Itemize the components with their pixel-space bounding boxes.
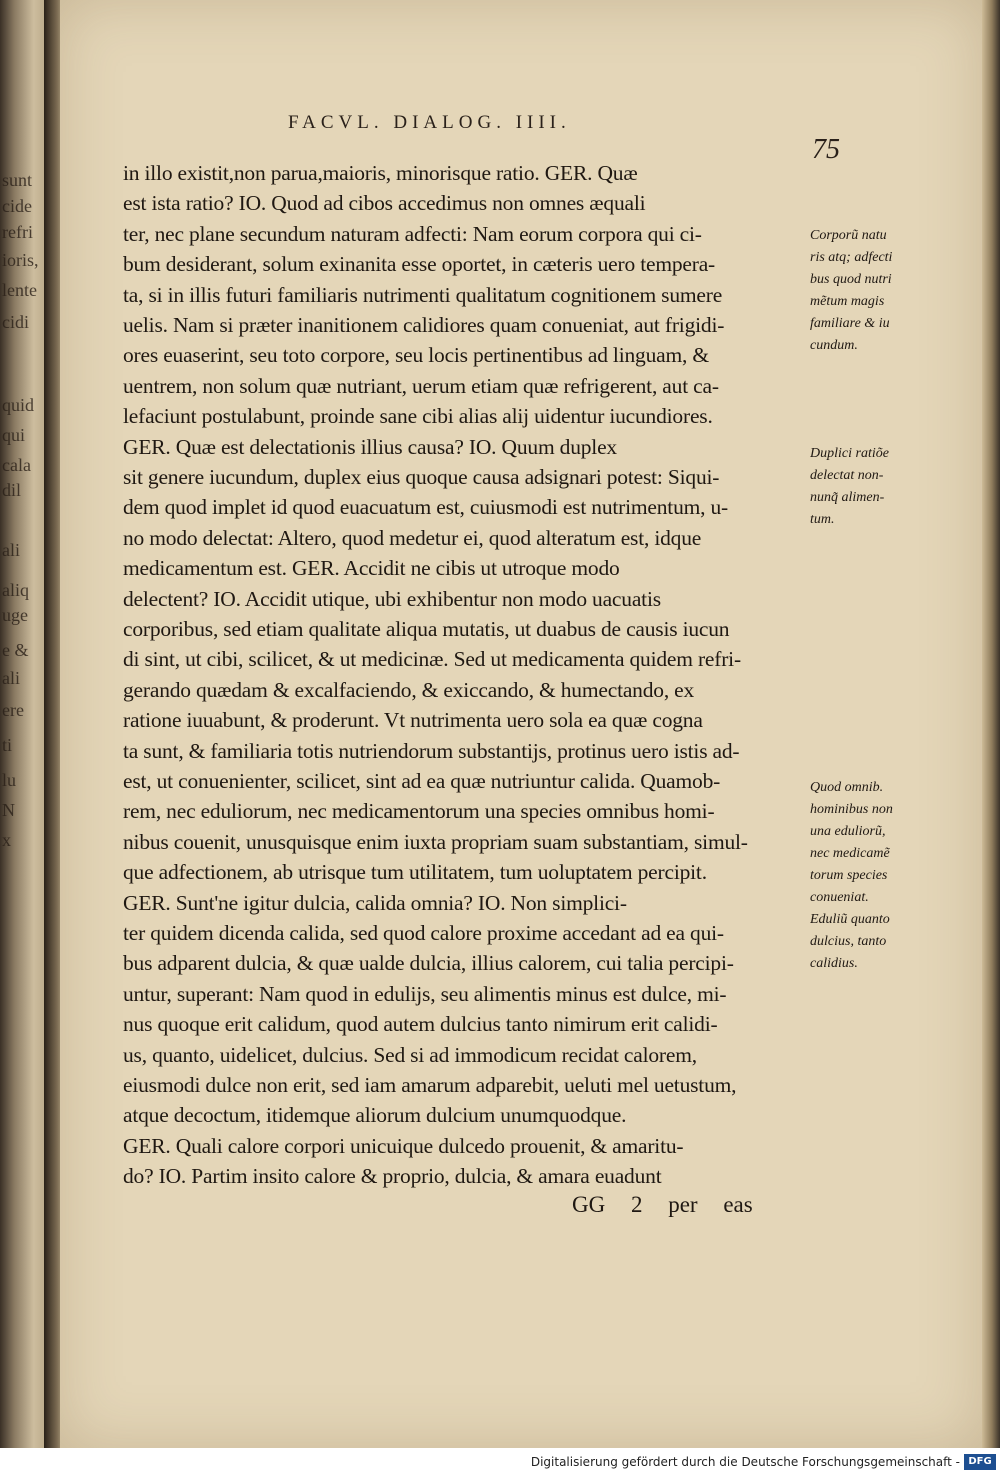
text-line: untur, superant: Nam quod in edulijs, seu alimentis minus est dulce, mi- — [123, 981, 727, 1006]
margin-note-line: torum species — [810, 868, 888, 883]
text-line: corporibus, sed etiam qualitate aliqua mutatis, ut duabus de causis iucun — [123, 617, 730, 641]
footer-bar — [0, 1448, 1000, 1478]
text-line: rem, nec eduliorum, nec medicamentorum una species omnibus homi- — [123, 799, 715, 824]
left-page-fragment: ali — [2, 668, 20, 688]
catchword-signature: GG 2 per eas — [572, 1192, 753, 1217]
left-page-fragment: N — [2, 800, 15, 820]
text-line: bus adparent dulcia, & quæ ualde dulcia, illius calorem, cui talia percipi- — [123, 951, 734, 976]
margin-note-line: mẽtum magis — [810, 294, 885, 309]
text-line: GER. Sunt'ne igitur dulcia, calida omnia? IO. Non simplici- — [123, 890, 627, 915]
margin-note-line: bus quod nutri — [810, 272, 892, 287]
footer-credit: Digitalisierung gefördert durch die Deutsche Forschungsgemeinschaft - — [530, 1455, 960, 1469]
margin-note-line: familiare & iu — [810, 316, 890, 331]
text-line: ores euaserint, seu toto corpore, seu locis pertinentibus ad linguam, & — [123, 343, 709, 368]
text-line: est ista ratio? IO. Quod ad cibos accedimus non omnes æquali — [123, 191, 646, 216]
text-line: no modo delectat: Altero, quod medetur ei, quod alteratum est, idque — [123, 525, 702, 550]
margin-note-line: calidius. — [810, 956, 858, 971]
margin-note-line: Corporũ natu — [810, 228, 887, 243]
left-page-fragment: e & — [2, 640, 29, 660]
margin-note-line: Duplici ratiõe — [810, 446, 889, 461]
left-page-fragment: ioris, — [2, 250, 39, 270]
left-page-fragment: sunt — [2, 170, 33, 190]
left-page-fragment: lente — [2, 280, 37, 300]
text-line: ratione iuuabunt, & proderunt. Vt nutrimenta uero sola ea quæ cogna — [123, 708, 703, 733]
text-line: lefaciunt postulabunt, proinde sane cibi alias alij uidentur iucundiores. — [123, 404, 713, 429]
margin-note-line: conueniat. — [810, 890, 869, 905]
margin-note-line: dulcius, tanto — [810, 934, 887, 949]
left-page-fragment: ali — [2, 540, 20, 560]
text-line: bum desiderant, solum exinanita esse oportet, in cæteris uero tempera- — [123, 252, 715, 277]
text-line: GER. Quæ est delectationis illius causa? IO. Quum duplex — [123, 434, 617, 459]
text-line: nibus couenit, unusquisque enim iuxta propriam suam substantiam, simul- — [123, 829, 748, 854]
book-page — [60, 0, 982, 1448]
text-line: in illo existit,non parua,maioris, minorisque ratio. GER. Quæ — [123, 161, 638, 185]
folio-number: 75 — [812, 134, 840, 165]
text-line: uentrem, non solum quæ nutriant, uerum etiam quæ refrigerent, aut ca- — [123, 373, 719, 398]
text-line: do? IO. Partim insito calore & proprio, dulcia, & amara euadunt — [123, 1164, 662, 1189]
left-page-fragment: ti — [2, 735, 13, 755]
left-page-fragment: cide — [2, 196, 32, 216]
text-line: us, quanto, uidelicet, dulcius. Sed si ad immodicum recidat calorem, — [123, 1042, 697, 1067]
margin-note-line: una eduliorũ, — [810, 824, 886, 839]
left-page-fragment: cala — [2, 455, 31, 475]
text-line: di sint, ut cibi, scilicet, & ut medicinæ. Sed ut medicamenta quidem refri- — [123, 647, 741, 672]
text-line: medicamentum est. GER. Accidit ne cibis ut utroque modo — [123, 556, 620, 581]
text-line: delectent? IO. Accidit utique, ubi exhibentur non modo uacuatis — [123, 586, 661, 611]
left-page-fragment: dil — [2, 480, 22, 500]
margin-note-line: tum. — [810, 512, 835, 527]
left-page-fragment: refri — [2, 222, 33, 242]
text-line: est, ut conuenienter, scilicet, sint ad ea quæ nutriuntur calida. Quamob- — [123, 769, 721, 793]
text-line: que adfectionem, ab utrisque tum utilitatem, tum uoluptatem percipit. — [123, 860, 707, 885]
margin-note-line: cundum. — [810, 338, 858, 353]
margin-note-line: ris atq; adfecti — [810, 250, 893, 265]
text-line: ta sunt, & familiaria totis nutriendorum substantijs, protinus uero istis ad- — [123, 738, 740, 763]
left-page-fragment: quid — [2, 395, 35, 415]
left-page-fragment: qui — [2, 425, 26, 445]
left-page-fragment: uge — [2, 605, 28, 625]
text-line: ter quidem dicenda calida, sed quod calore proxime accedant ad ea qui- — [123, 921, 724, 945]
text-line: ta, si in illis futuri familiaris nutrimenti qualitatum cognitionem sumere — [123, 282, 723, 307]
text-line: nus quoque erit calidum, quod autem dulcius tanto nimirum erit calidi- — [123, 1012, 718, 1037]
text-line: ter, nec plane secundum naturam adfecti: Nam eorum corpora qui ci- — [123, 221, 702, 246]
text-line: sit genere iucundum, duplex eius quoque causa adsignari potest: Siqui- — [123, 465, 720, 489]
text-line: gerando quædam & excalfaciendo, & exiccando, & humectando, ex — [123, 677, 695, 702]
text-line: atque decoctum, itidemque aliorum dulcium unumquodque. — [123, 1103, 627, 1128]
left-page-fragment: aliq — [2, 580, 29, 600]
dfg-logo: DFG — [964, 1454, 996, 1470]
margin-note-line: nec medicamẽ — [810, 846, 890, 861]
margin-note-line: hominibus non — [810, 802, 893, 817]
left-page-fragment: cidi — [2, 312, 29, 332]
margin-note-line: nunq̃ alimen- — [810, 490, 885, 505]
running-head: FACVL. DIALOG. IIII. — [288, 112, 571, 133]
text-line: dem quod implet id quod euacuatum est, cuiusmodi est nutrimentum, u- — [123, 495, 729, 520]
left-page-fragment: ere — [2, 700, 24, 720]
left-page-fragment: lu — [2, 770, 17, 790]
margin-note-line: Eduliũ quanto — [810, 912, 890, 927]
margin-note-line: delectat non- — [810, 468, 884, 483]
right-page-edge — [982, 0, 1000, 1448]
text-line: uelis. Nam si præter inanitionem calidiores quam conueniat, aut frigidi- — [123, 313, 725, 337]
left-page-edge — [0, 0, 48, 1478]
text-line: GER. Quali calore corpori unicuique dulcedo prouenit, & amaritu- — [123, 1133, 684, 1158]
left-page-fragment: x — [2, 830, 11, 850]
margin-note-line: Quod omnib. — [810, 780, 884, 795]
text-line: eiusmodi dulce non erit, sed iam amarum adparebit, ueluti mel uetustum, — [123, 1073, 737, 1097]
